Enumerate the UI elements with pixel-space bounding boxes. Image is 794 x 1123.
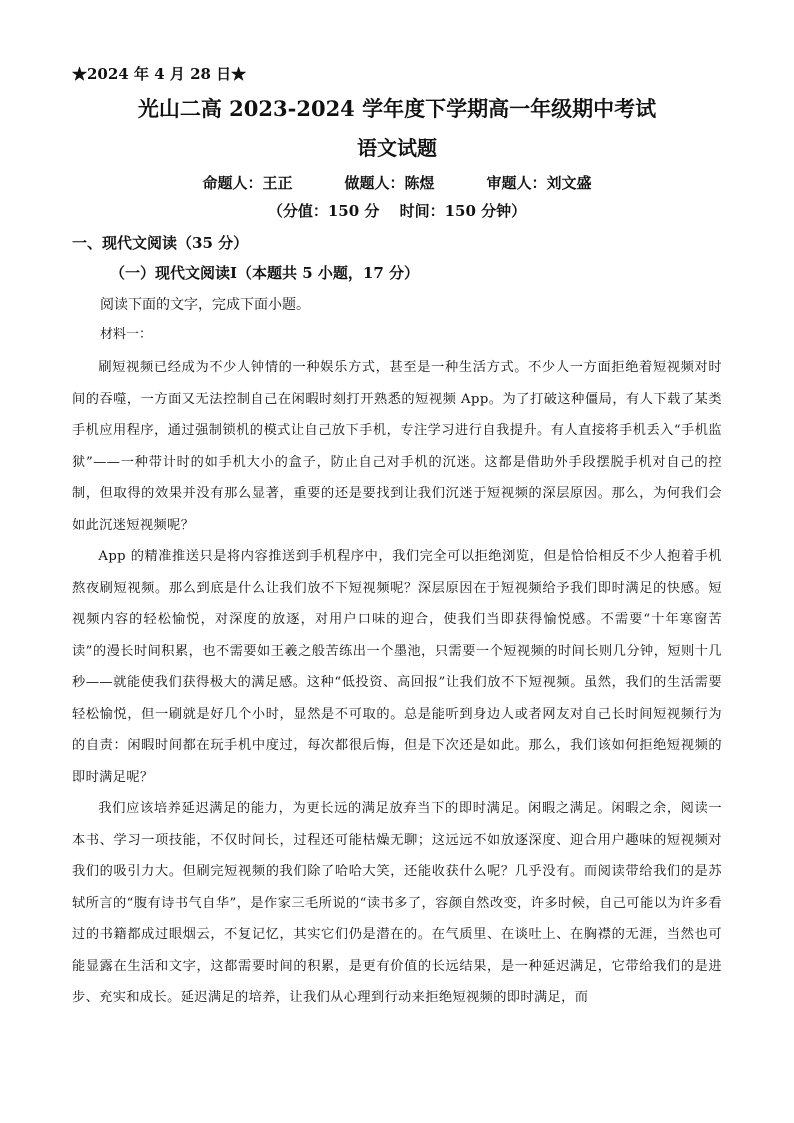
paragraph-2: App 的精准推送只是将内容推送到手机程序中，我们完全可以拒绝浏览，但是恰恰相反不少人抱着手机熬夜刷短视频。那么到底是什么让我们放不下短视频呢？深层原因在于短视频给予我们即时满足的快感。短视频内容的轻松愉悦，对深度的放逐，对用户口味的迎合，使我们当即获得愉悦感。不需要“十年寒窗苦读”的漫长时间积累，也不需要如王羲之般苦练出一个墨池，只需要一个短视频的时间长则几分钟，短则十几秒——就能使我们获得极大的满足感。这种“低投资、高回报”让我们放不下短视频。虽然，我们的生活需要轻松愉悦，但一刷就是好几个小时，显然是不可取的。总是能听到身边人或者网友对自己长时间短视频行为的自责：闲暇时间都在玩手机中度过，每次都很后悔，但是下次还是如此。那么，我们该如何拒绝短视频的即时满足呢？: [72, 549, 722, 785]
material-label: 材料一：: [100, 327, 153, 342]
score-time: （分值：150 分 时间：150 分钟）: [267, 202, 527, 220]
reading-instruction: 阅读下面的文字，完成下面小题。: [100, 297, 310, 313]
section-heading: 一、现代文阅读（35 分）: [72, 234, 249, 252]
paragraph-1: 刷短视频已经成为不少人钟情的一种娱乐方式，甚至是一种生活方式。不少人一方面拒绝着短视频对时间的吞噬，一方面又无法控制自己在闲暇时刻打开熟悉的短视频 App。为了打破这种僵局，有人下载了某类手机应用程序，通过强制锁机的模式让自己放下手机，专注学习进行自我提升。有人直接将手机丢入“手机监狱”——一种带计时的如手机大小的盒子，防止自己对手机的沉迷。这都是借助外手段摆脱手机对自己的控制，但取得的效果并没有那么显著，重要的还是要找到让我们沉迷于短视频的深层原因。那么，为何我们会如此沉迷短视频呢？: [72, 360, 722, 533]
maker: 做题人：陈煜: [344, 174, 435, 192]
exam-subject: 语文试题: [357, 136, 437, 160]
exam-date: ★2024 年 4 月 28 日★: [72, 65, 247, 83]
subsection-heading: （一）现代文阅读Ⅰ（本题共 5 小题，17 分）: [110, 264, 419, 282]
proposer: 命题人：王正: [202, 174, 293, 192]
paragraph-3: 我们应该培养延迟满足的能力，为更长远的满足放弃当下的即时满足。闲暇之满足。闲暇之余，阅读一本书、学习一项技能，不仅时间长，过程还可能枯燥无聊；这远远不如放逐深度、迎合用户趣味的短视频对我们的吸引力大。但刷完短视频的我们除了哈哈大笑，还能收获什么呢？几乎没有。而阅读带给我们的是苏轼所言的“腹有诗书气自华”，是作家三毛所说的“读书多了，容颜自然改变，许多时候，自己可能以为许多看过的书籍都成过眼烟云，不复记忆，其实它们仍是潜在的。在气质里、在谈吐上、在胸襟的无涯，当然也可能显露在生活和文字，这都需要时间的积累，是更有价值的长远结果，是一种延迟满足，它带给我们的是进步、充实和成长。延迟满足的培养，让我们从心理到行动来拒绝短视频的即时满足，而: [72, 801, 722, 1005]
reviewer: 审题人：刘文盛: [486, 174, 592, 192]
exam-staff: [72, 170, 722, 196]
exam-title: 光山二高 2023-2024 学年度下学期高一年级期中考试: [137, 96, 657, 121]
